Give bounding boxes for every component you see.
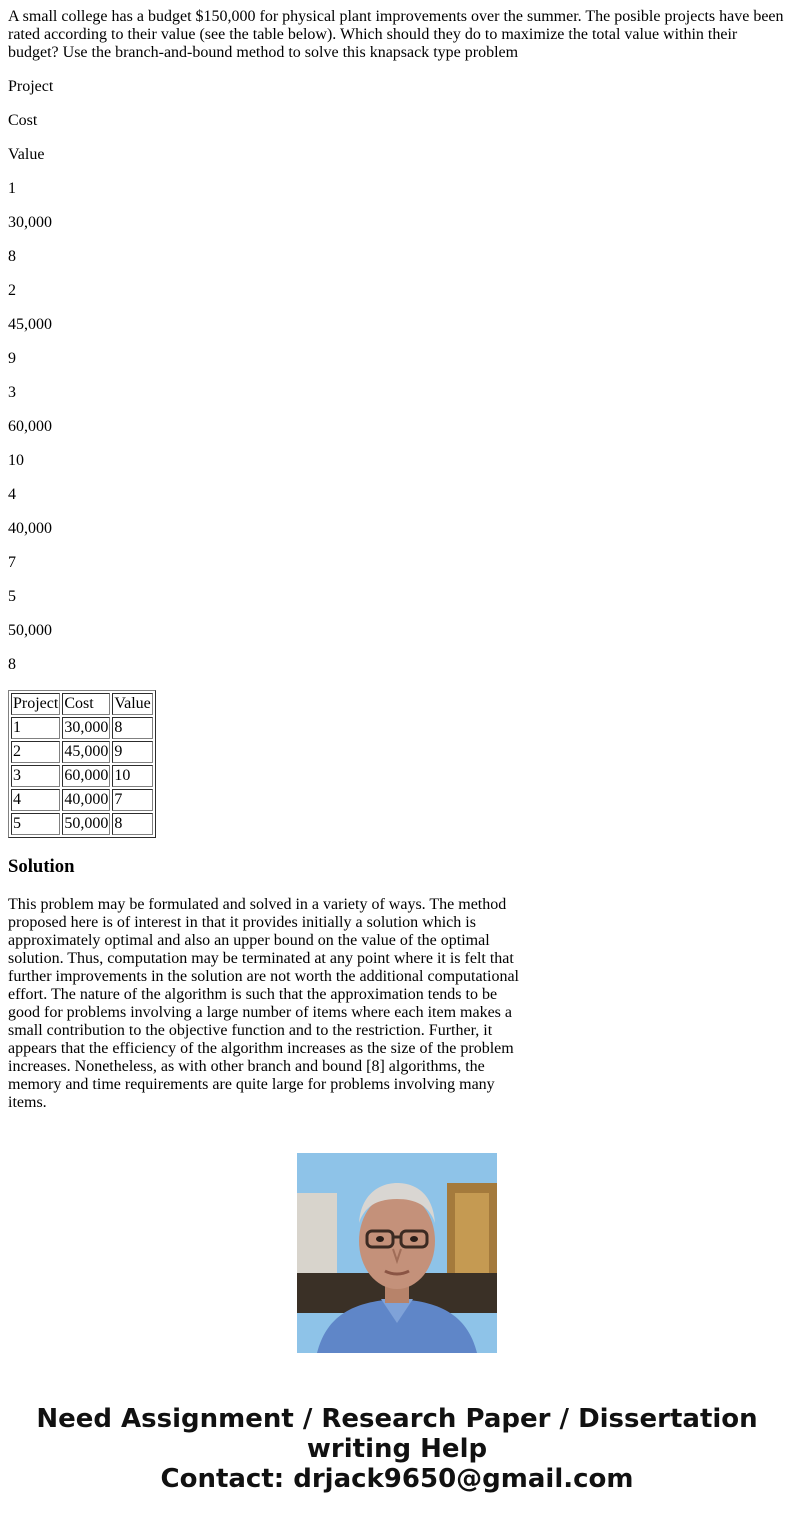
solution-paragraph: This problem may be formulated and solved in a variety of ways. The method proposed here is of interest in that it provides initially a solution which is approximately optimal and also an upper bound on the value of the optimal solution. Thus, computation may be terminated at any point where it is felt that further improvements in the solution are not worth the additional computational effort. The nature of the algorithm is such that the approximation tends to be good for problems involving a large number of items where each item makes a small contribution to the objective function and to the restriction. Further, it appears that the efficiency of the algorithm increases as the size of the problem increases. Nonetheless, as with other branch and bound [8] algorithms, the memory and time requirements are quite large for problems involving many items. xyxy=(8,896,519,1111)
table-cell: 9 xyxy=(112,741,152,763)
promo-line-2: writing Help xyxy=(306,1434,488,1464)
promo-contact: Contact: drjack9650@gmail.com xyxy=(160,1464,634,1494)
table-header-cell: Value xyxy=(112,693,152,715)
flat-item: 3 xyxy=(8,384,16,401)
flat-item: Value xyxy=(8,146,45,163)
promo-line-1: Need Assignment / Research Paper / Dissertation xyxy=(36,1404,758,1434)
flat-item: 8 xyxy=(8,656,16,673)
table-cell: 5 xyxy=(11,813,60,835)
table-cell: 3 xyxy=(11,765,60,787)
flat-item: 2 xyxy=(8,282,16,299)
table-cell: 8 xyxy=(112,717,152,739)
promo-banner xyxy=(0,1122,794,1523)
table-cell: 30,000 xyxy=(62,717,110,739)
flat-item: 45,000 xyxy=(8,316,52,333)
table-header-row xyxy=(11,693,153,715)
author-avatar xyxy=(297,1153,497,1353)
table-header-cell: Project xyxy=(11,693,60,715)
table-cell: 50,000 xyxy=(62,813,110,835)
promo-text xyxy=(0,1404,794,1494)
flat-item: 60,000 xyxy=(8,418,52,435)
flat-item: 4 xyxy=(8,486,16,503)
author-portrait xyxy=(297,1153,497,1353)
table-cell: 1 xyxy=(11,717,60,739)
table-header-cell: Cost xyxy=(62,693,110,715)
table-cell: 8 xyxy=(112,813,152,835)
table-cell: 2 xyxy=(11,741,60,763)
projects-table xyxy=(8,690,156,838)
table-row xyxy=(11,717,153,739)
table-row xyxy=(11,741,153,763)
table-cell: 4 xyxy=(11,789,60,811)
table-cell: 7 xyxy=(112,789,152,811)
flat-item: 50,000 xyxy=(8,622,52,639)
flat-item: 7 xyxy=(8,554,16,571)
table-row xyxy=(11,789,153,811)
table-cell: 40,000 xyxy=(62,789,110,811)
flat-item: 40,000 xyxy=(8,520,52,537)
document-content xyxy=(8,8,788,1122)
flat-item: 10 xyxy=(8,452,24,469)
flat-item: 5 xyxy=(8,588,16,605)
flat-item: Project xyxy=(8,78,54,95)
table-cell: 60,000 xyxy=(62,765,110,787)
flat-item: 9 xyxy=(8,350,16,367)
table-row xyxy=(11,765,153,787)
table-cell: 10 xyxy=(112,765,152,787)
table-cell: 45,000 xyxy=(62,741,110,763)
question-text: A small college has a budget $150,000 for physical plant improvements over the summer. The posible projects have been rated according to their value (see the table below). Which should they do to maximize the total value within their budget? Use the branch-and-bound method to solve this knapsack type problem xyxy=(8,8,784,61)
flat-item: Cost xyxy=(8,112,38,129)
flat-item: 1 xyxy=(8,180,16,197)
flat-item: 30,000 xyxy=(8,214,52,231)
table-row xyxy=(11,813,153,835)
solution-heading: Solution xyxy=(8,856,75,877)
flat-item: 8 xyxy=(8,248,16,265)
